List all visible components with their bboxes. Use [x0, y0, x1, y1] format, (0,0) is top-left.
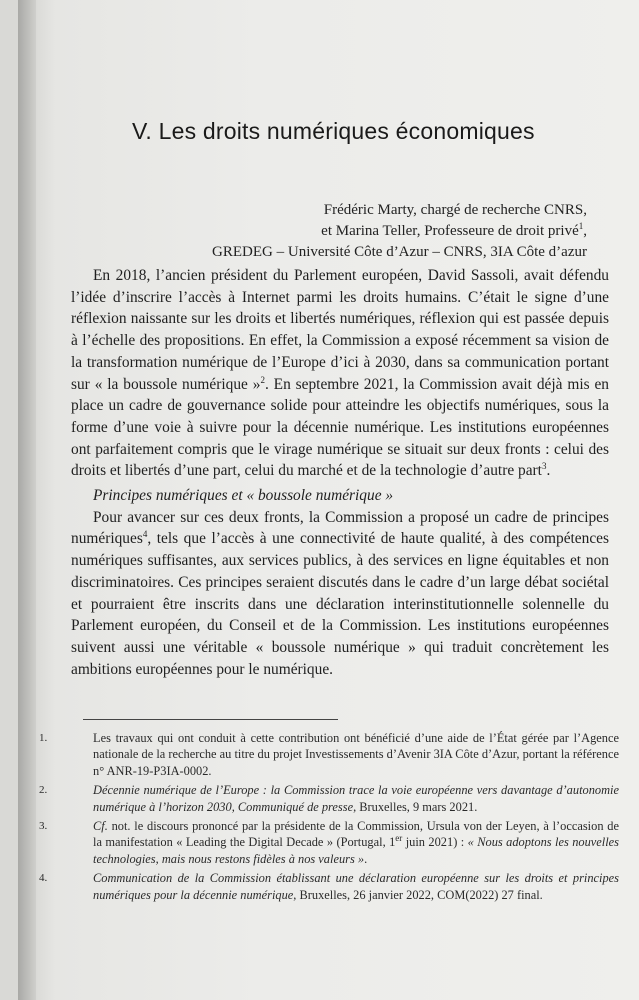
- footnote-1: 1. Les travaux qui ont conduit à cette contribution ont bénéficié d’une aide de l’État gérée par l’Agence nationale de la recherche au titre du projet Investissements d’Avenir 3IA Côte d’Azur, portant la référence n° ANR-19-P3IA-0002.: [39, 731, 619, 778]
- footnote-number: 1.: [39, 732, 48, 744]
- footnote-ref-2[interactable]: 2: [260, 374, 265, 385]
- body-text: [71, 265, 609, 680]
- section-subheading: Principes numériques et « boussole numérique »: [93, 487, 394, 505]
- book-page: [18, 0, 639, 1000]
- footnote-ref-4[interactable]: 4: [142, 529, 148, 540]
- author-line-1: Frédéric Marty, chargé de recherche CNRS,: [323, 202, 587, 218]
- footnote-number: 3.: [39, 820, 48, 833]
- footnote-2: 2. Décennie numérique de l’Europe : la Commission trace la voie européenne vers davantage d’autonomie numérique à l’horizon 2030, Communiqué de presse, Bruxelles, 9 mars 2021.: [39, 783, 619, 814]
- footnote-divider: [83, 719, 338, 720]
- author-block: [117, 200, 587, 263]
- paragraph-2: Pour avancer sur ces deux fronts, la Commission a proposé un cadre de principes numériques$^4$, tels que l’accès à une connectivité de haute qualité, à des compétences numériques suffisantes, aux services publics, à des services en ligne équitables et non discriminatoires. Ces principes seraient discutés dans le cadre d’un large débat sociétal et pourraient être inscrits dans une déclaration interinstitutionnelle solennelle du Parlement européen, du Conseil et de la Commission. Les institutions européennes suivent aussi une véritable « boussole numérique » qui traduit concrètement les ambitions européennes pour le numérique.: [71, 508, 609, 678]
- footnote-number: 4.: [39, 872, 48, 885]
- author-line-3: GREDEG – Université Côte d’Azur – CNRS, 3IA Côte d’azur: [212, 244, 587, 260]
- footnotes: [39, 730, 619, 906]
- footnote-ref-3[interactable]: 3: [541, 461, 547, 472]
- chapter-title: V. Les droits numériques économiques: [132, 118, 535, 144]
- footnote-3: 3. Cf. not. le discours prononcé par la présidente de la Commission, Ursula von der Leyen, à l’occasion de la manifestation « Leading the Digital Decade » (Portugal, 1er juin 2021) : « Nous adoptons les nouvelles technologies, mais nous restons fidèles à nos valeurs ».: [39, 819, 619, 866]
- paragraph-1: En 2018, l’ancien président du Parlement européen, David Sassoli, avait défendu l’idée d’inscrire l’accès à Internet parmi les droits humains. C’était le signe d’une réflexion naissante sur les droits et libertés numériques, réflexion qui est passée depuis à l’échelle des propositions. En effet, la Commission a exposé récemment sa vision de la transformation numérique de l’Europe d’ici à 2030, dans sa communication portant sur « la boussole numérique »$^2$. En septembre 2021, la Commission avait déjà mis en place un cadre de gouvernance solide pour atteindre les objectifs numériques, sous la forme d’une voie à suivre pour la décennie numérique. Les institutions européennes ont parfaitement compris que le virage numérique se situait sur deux fronts : celui des droits et libertés d’une part, celui du marché et de la technologie d’autre part$^3$.: [71, 267, 609, 480]
- footnote-ref-1[interactable]: 1: [578, 221, 584, 231]
- page-gutter: [18, 0, 36, 1000]
- footnote-number: 2.: [39, 784, 48, 797]
- author-line-2: et Marina Teller, Professeure de droit privé$^1$,: [321, 221, 587, 239]
- footnote-4: 4. Communication de la Commission établissant une déclaration européenne sur les droits et principes numériques pour la décennie numérique, Bruxelles, 26 janvier 2022, COM(2022) 27 final.: [39, 871, 619, 902]
